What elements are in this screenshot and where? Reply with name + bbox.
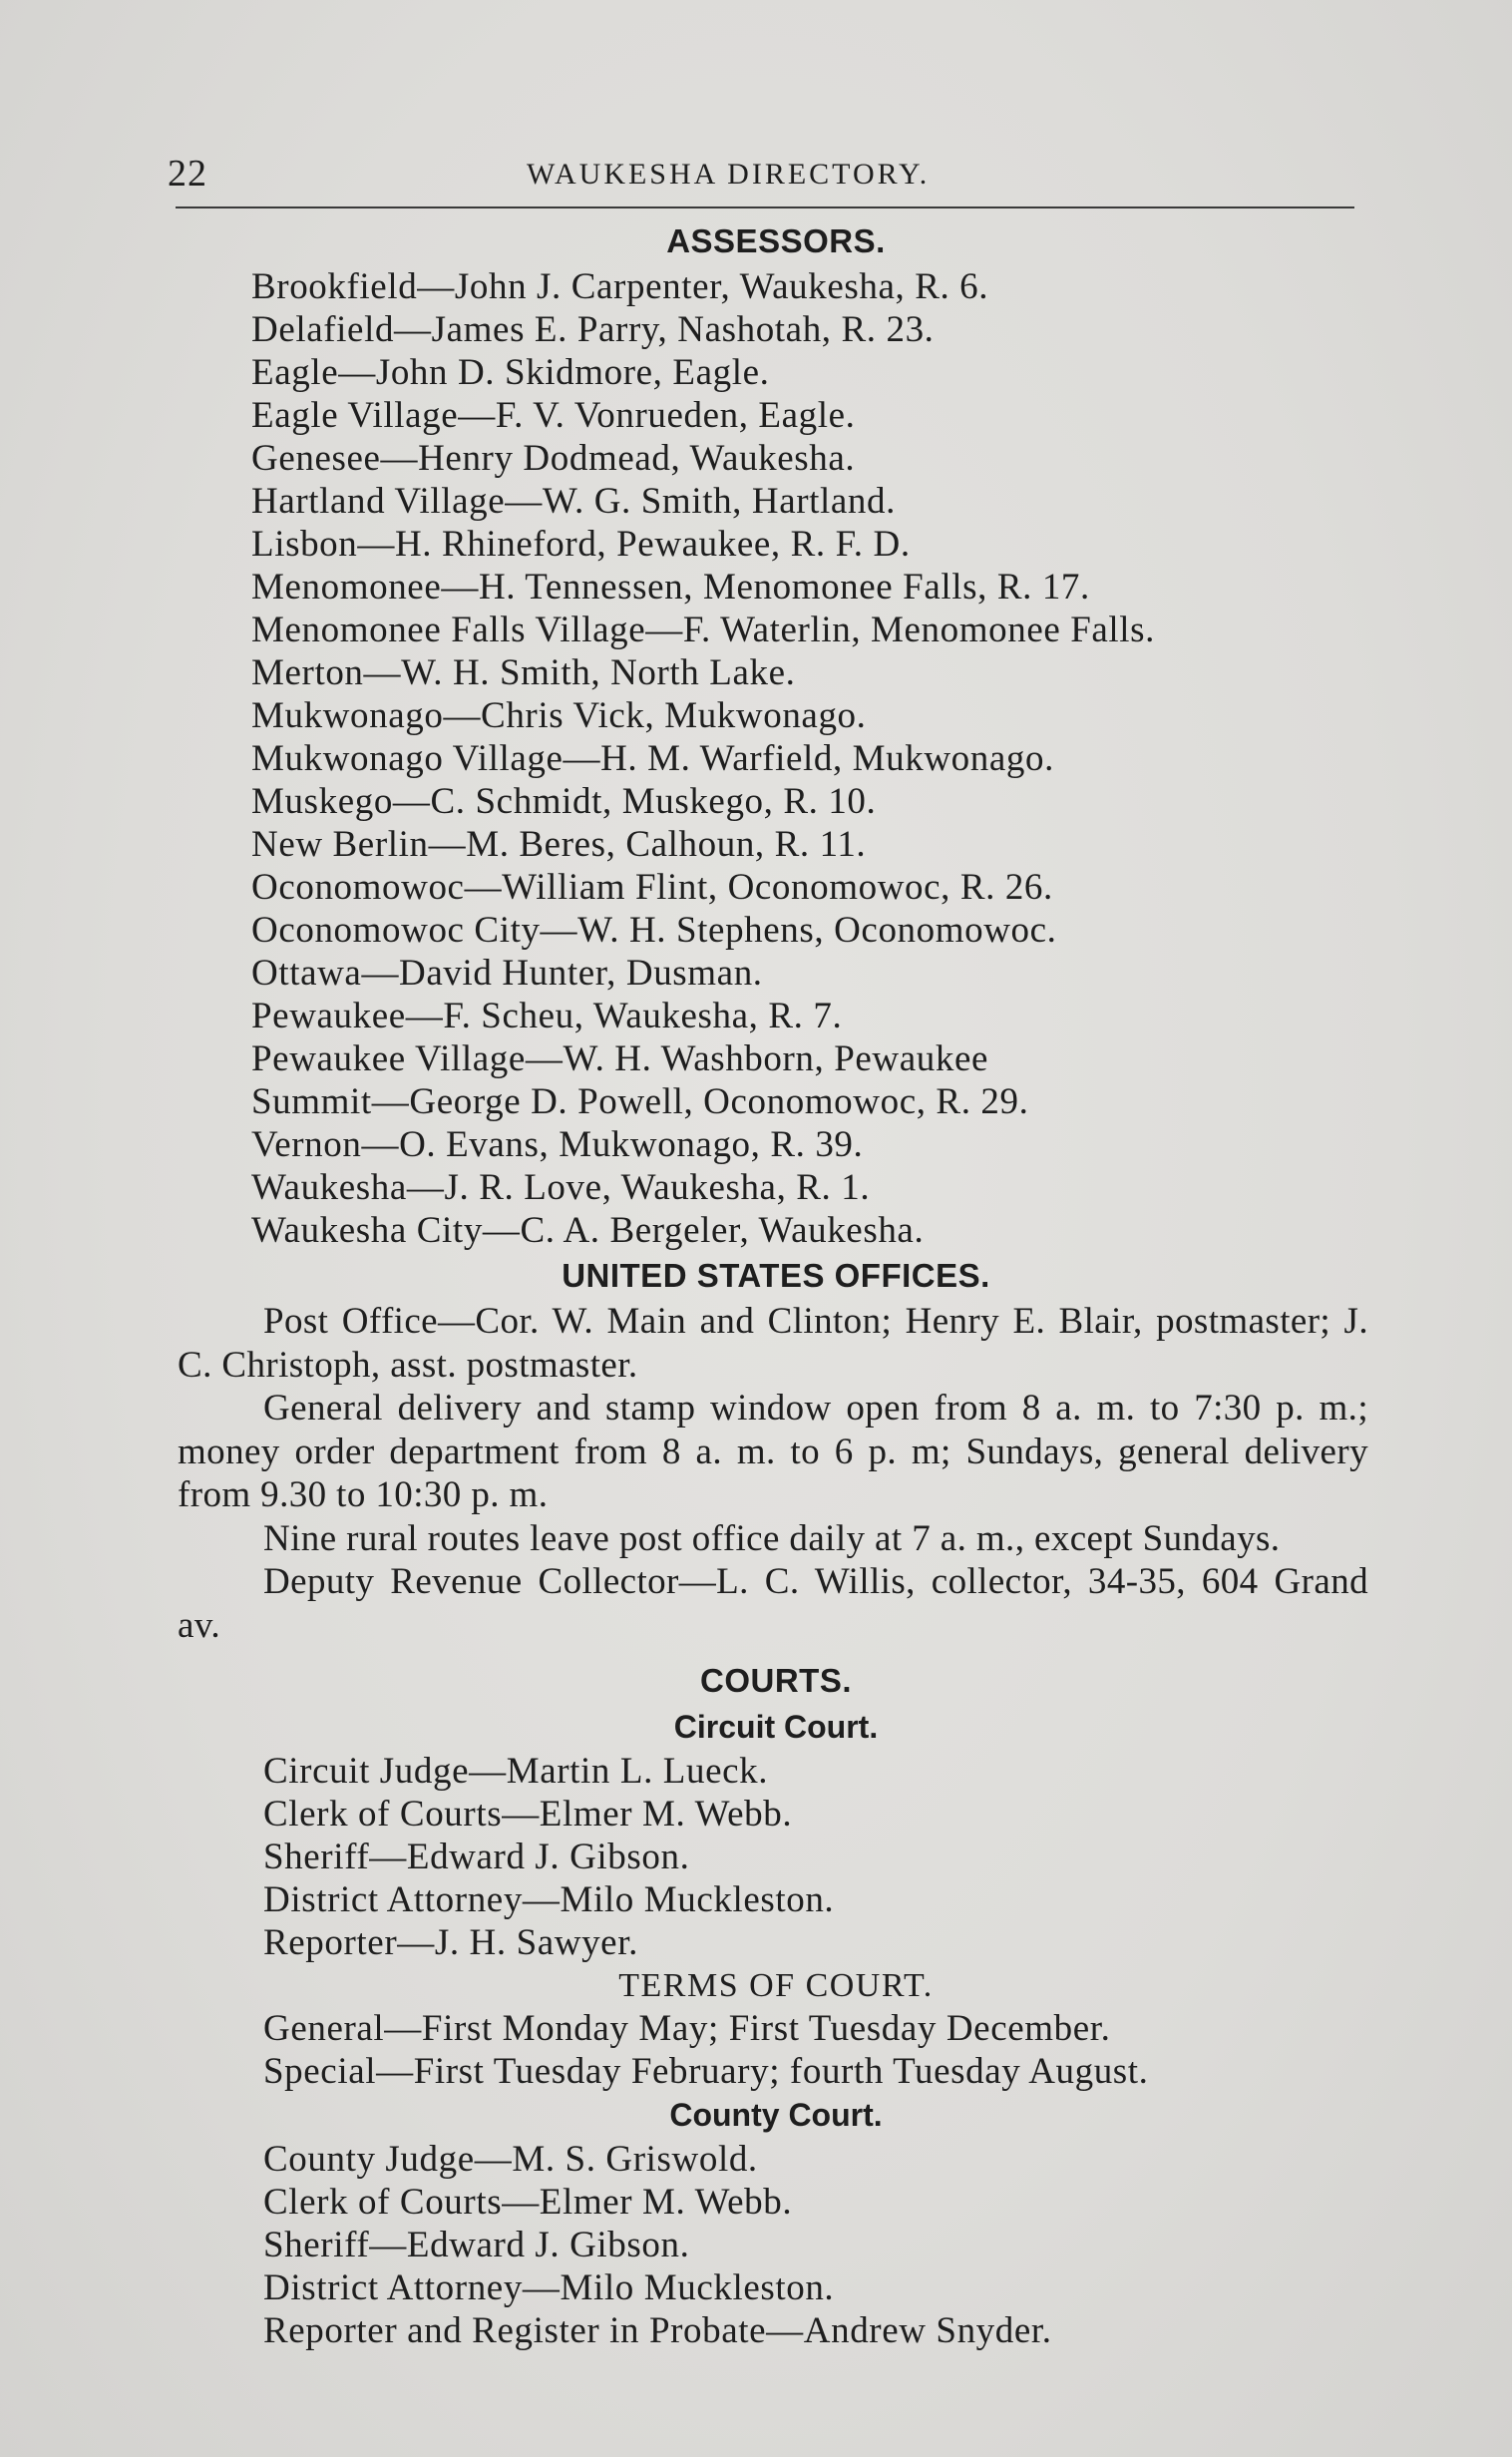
us-offices-heading: UNITED STATES OFFICES. [562,1257,990,1294]
list-item: Special—First Tuesday February; fourth Tuesday August. [263,2051,1149,2092]
list-item: District Attorney—Milo Muckleston. [263,2267,835,2308]
us-offices-section [178,1300,1374,1647]
list-item: Brookfield—John J. Carpenter, Waukesha, R. 6. [251,266,989,307]
list-item: Sheriff—Edward J. Gibson. [263,2225,690,2265]
list-item: Oconomowoc—William Flint, Oconomowoc, R. 26. [251,867,1053,908]
terms-of-court-list [178,2007,1374,2093]
running-head [168,152,1356,202]
list-item: General—First Monday May; First Tuesday December. [263,2008,1111,2049]
list-item: Menomonee—H. Tennessen, Menomonee Falls, R. 17. [251,567,1090,608]
list-item: Ottawa—David Hunter, Dusman. [251,953,763,994]
delivery-hours-paragraph: General delivery and stamp window open from 8 a. m. to 7:30 p. m.; money order department from 8 a. m. to 6 p. m; Sundays, general delivery from 9.30 to 10:30 p. m. [178,1388,1368,1515]
post-office-paragraph: Post Office—Cor. W. Main and Clinton; Henry E. Blair, postmaster; J. C. Christoph, asst. postmaster. [178,1301,1368,1386]
list-item: Clerk of Courts—Elmer M. Webb. [263,1794,793,1835]
list-item: Eagle—John D. Skidmore, Eagle. [251,352,770,393]
list-item: Menomonee Falls Village—F. Waterlin, Menomonee Falls. [251,610,1156,650]
assessors-list [178,265,1374,1252]
list-item: Reporter and Register in Probate—Andrew Snyder. [263,2310,1052,2351]
revenue-collector-paragraph: Deputy Revenue Collector—L. C. Willis, collector, 34-35, 604 Grand av. [178,1561,1368,1646]
list-item: Mukwonago Village—H. M. Warfield, Mukwonago. [251,738,1054,779]
list-item: Clerk of Courts—Elmer M. Webb. [263,2182,793,2223]
terms-of-court-heading: TERMS OF COURT. [618,1967,934,2004]
list-item: Merton—W. H. Smith, North Lake. [251,652,796,693]
page-number: 22 [168,153,207,195]
circuit-court-heading: Circuit Court. [673,1709,879,1745]
circuit-court-list [178,1750,1374,1964]
list-item: County Judge—M. S. Griswold. [263,2139,758,2180]
list-item: Sheriff—Edward J. Gibson. [263,1837,690,1877]
running-title: WAUKESHA DIRECTORY. [527,158,931,191]
list-item: Summit—George D. Powell, Oconomowoc, R. 29. [251,1081,1029,1122]
county-court-heading: County Court. [669,2097,883,2133]
list-item: Mukwonago—Chris Vick, Mukwonago. [251,695,867,736]
list-item: Reporter—J. H. Sawyer. [263,1922,638,1963]
list-item: Waukesha—J. R. Love, Waukesha, R. 1. [251,1167,871,1208]
list-item: Muskego—C. Schmidt, Muskego, R. 10. [251,781,877,822]
list-item: Delafield—James E. Parry, Nashotah, R. 23. [251,309,935,350]
list-item: Pewaukee Village—W. H. Washborn, Pewaukee [251,1038,989,1079]
list-item: Genesee—Henry Dodmead, Waukesha. [251,438,856,479]
list-item: Hartland Village—W. G. Smith, Hartland. [251,481,896,522]
county-court-list [178,2138,1374,2352]
list-item: District Attorney—Milo Muckleston. [263,1879,835,1920]
assessors-heading: ASSESSORS. [666,222,886,259]
list-item: Lisbon—H. Rhineford, Pewaukee, R. F. D. [251,524,911,565]
rural-routes-paragraph: Nine rural routes leave post office daily at 7 a. m., except Sundays. [263,1517,1281,1559]
list-item: Circuit Judge—Martin L. Lueck. [263,1751,769,1792]
courts-heading: COURTS. [700,1662,852,1699]
list-item: New Berlin—M. Beres, Calhoun, R. 11. [251,824,867,865]
list-item: Waukesha City—C. A. Bergeler, Waukesha. [251,1210,925,1251]
list-item: Vernon—O. Evans, Mukwonago, R. 39. [251,1124,864,1165]
page-content [178,217,1374,2352]
header-rule [176,206,1354,208]
list-item: Eagle Village—F. V. Vonrueden, Eagle. [251,395,856,436]
list-item: Oconomowoc City—W. H. Stephens, Oconomowoc. [251,910,1057,951]
list-item: Pewaukee—F. Scheu, Waukesha, R. 7. [251,996,843,1036]
